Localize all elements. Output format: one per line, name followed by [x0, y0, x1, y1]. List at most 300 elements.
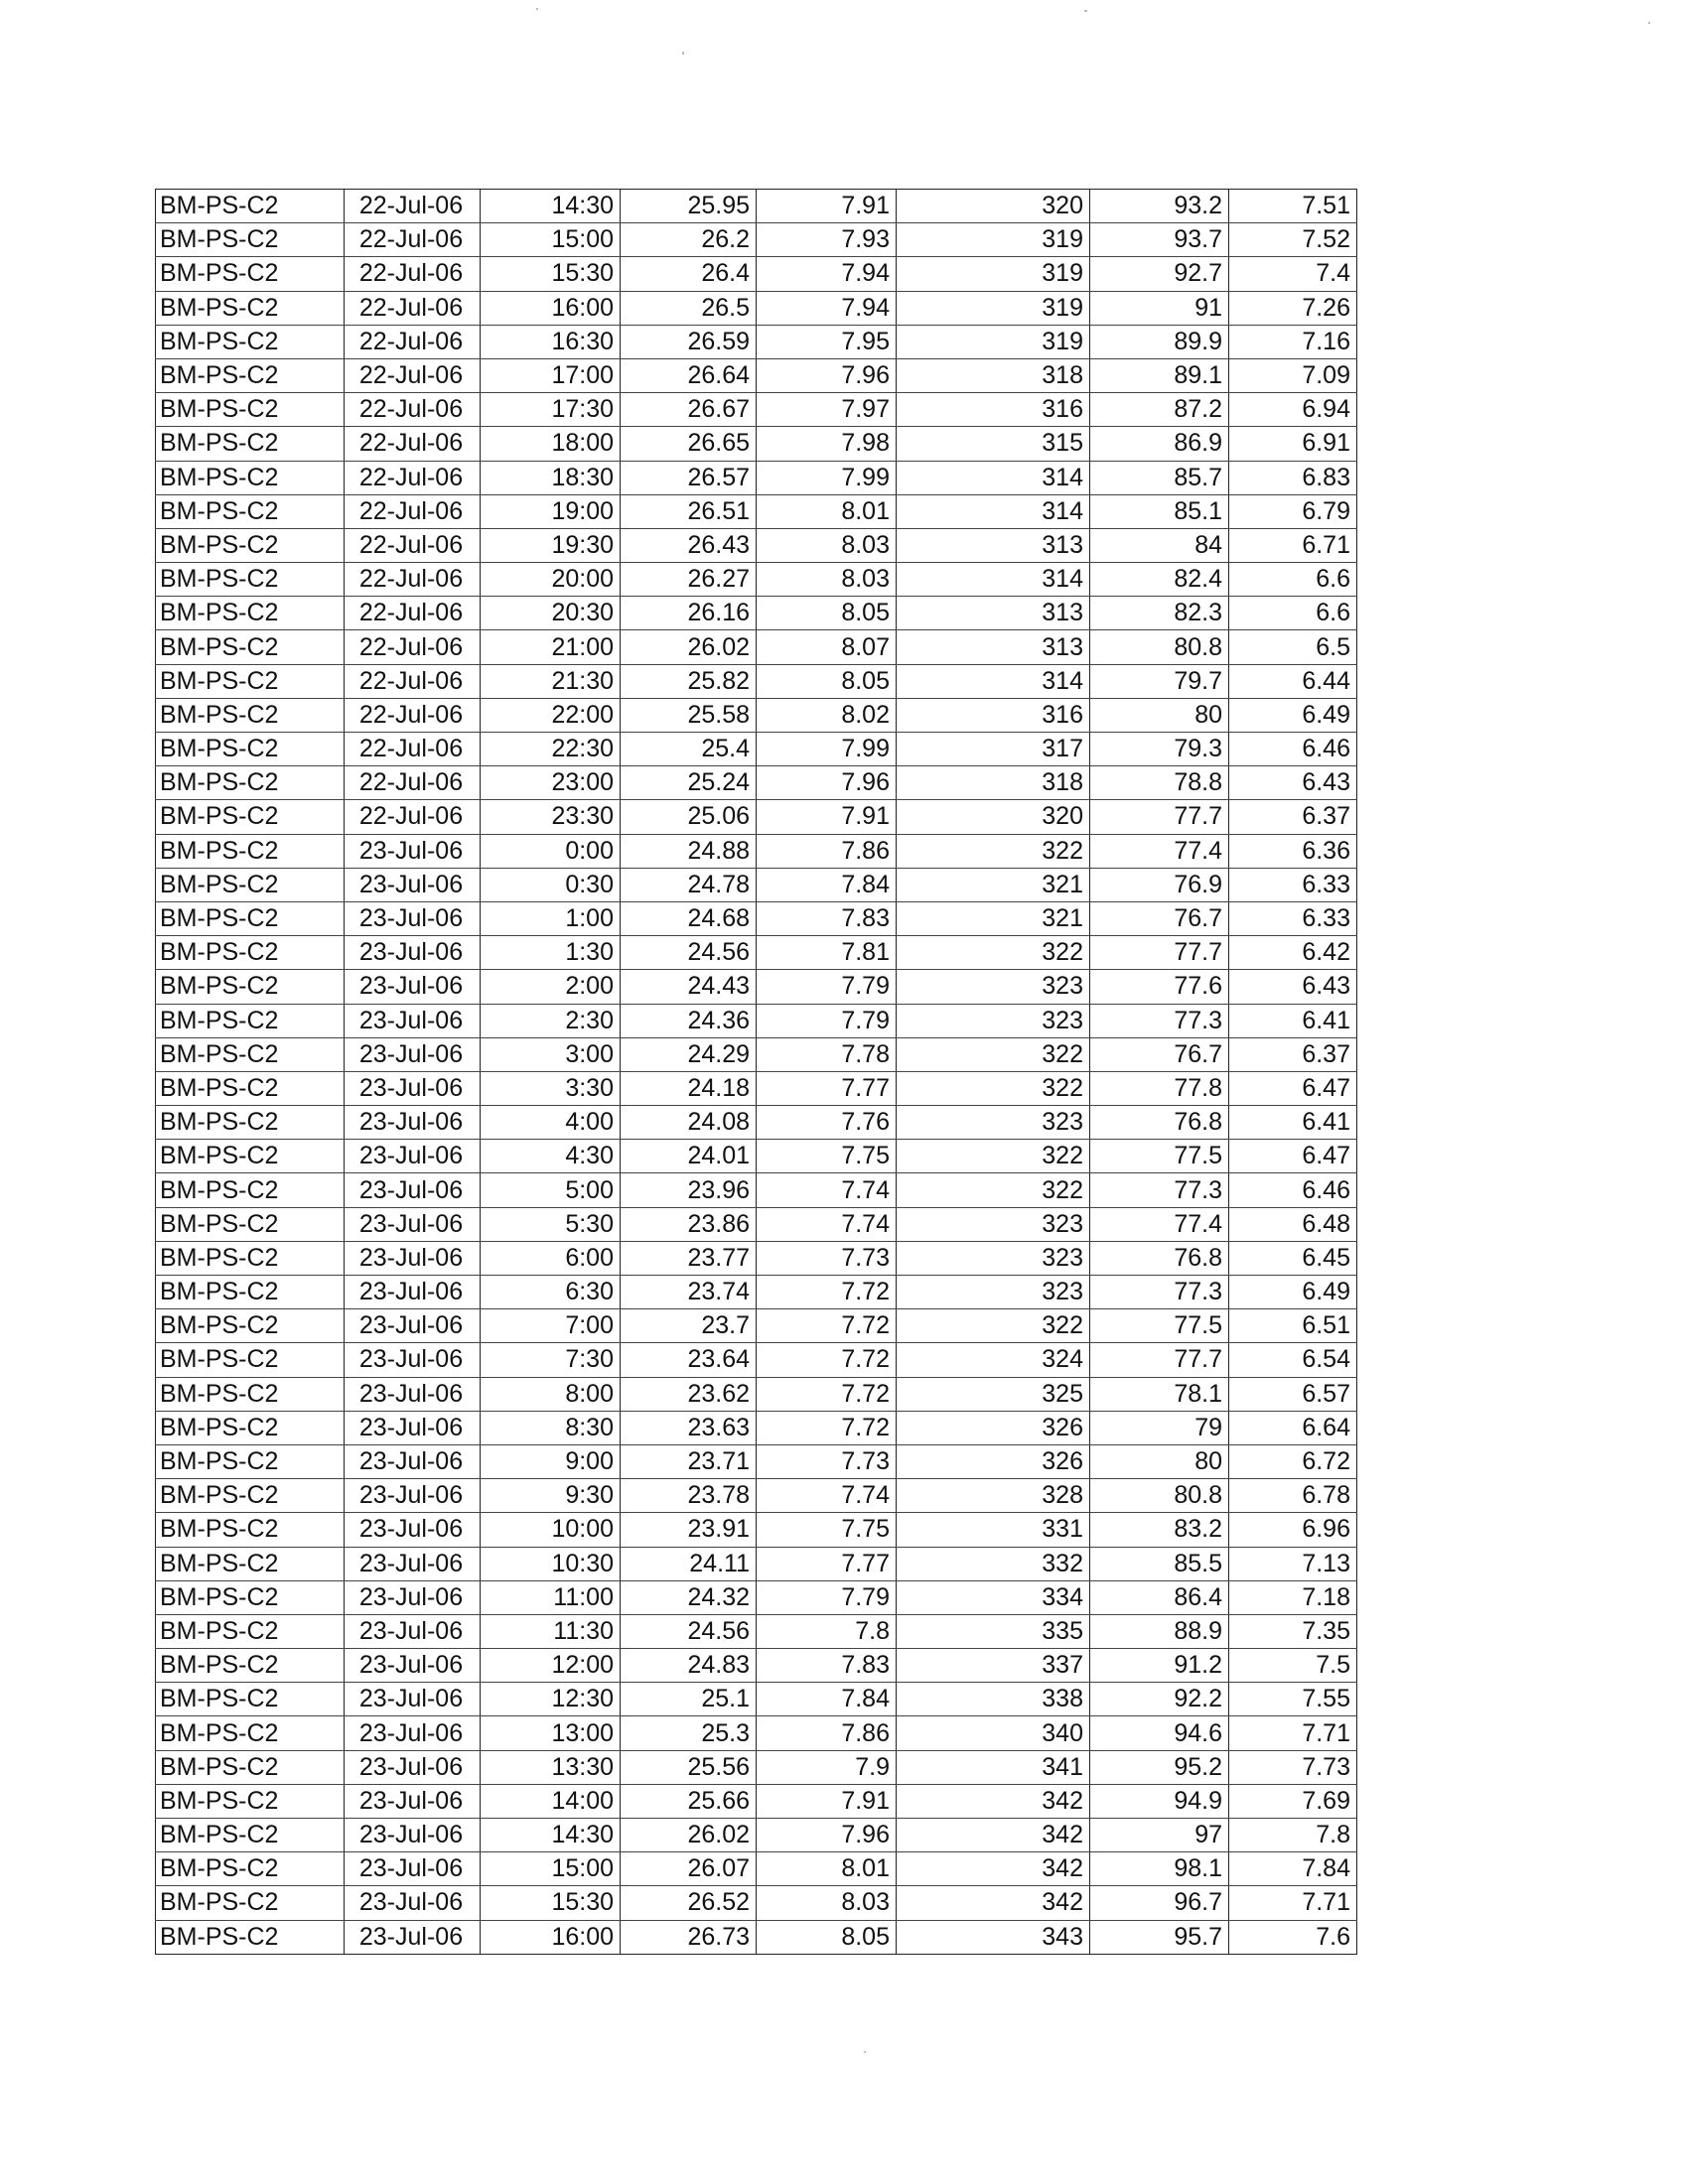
cell-cond: 331 — [897, 1513, 1090, 1547]
cell-cond: 342 — [897, 1819, 1090, 1852]
cell-ph: 7.77 — [757, 1547, 897, 1580]
cell-date: 22-Jul-06 — [345, 664, 481, 698]
cell-cond: 324 — [897, 1343, 1090, 1377]
cell-date: 23-Jul-06 — [345, 1920, 481, 1954]
cell-cond: 326 — [897, 1411, 1090, 1444]
table-row — [156, 1377, 1357, 1411]
cell-cond: 321 — [897, 868, 1090, 901]
cell-site: BM-PS-C2 — [156, 901, 345, 935]
table-row — [156, 901, 1357, 935]
table-row — [156, 1173, 1357, 1207]
cell-date: 23-Jul-06 — [345, 1411, 481, 1444]
cell-date: 23-Jul-06 — [345, 1750, 481, 1784]
cell-time: 3:00 — [481, 1037, 621, 1071]
cell-temp: 23.86 — [621, 1207, 757, 1241]
cell-ph: 7.96 — [757, 358, 897, 392]
cell-ph: 7.91 — [757, 1784, 897, 1818]
cell-temp: 24.36 — [621, 1004, 757, 1037]
cell-ph: 7.72 — [757, 1276, 897, 1309]
cell-temp: 25.06 — [621, 800, 757, 834]
cell-cond: 325 — [897, 1377, 1090, 1411]
table-row — [156, 1106, 1357, 1140]
cell-do-pct: 95.7 — [1090, 1920, 1229, 1954]
table-row — [156, 190, 1357, 223]
cell-date: 22-Jul-06 — [345, 698, 481, 732]
cell-temp: 24.18 — [621, 1071, 757, 1105]
cell-site: BM-PS-C2 — [156, 936, 345, 970]
cell-date: 23-Jul-06 — [345, 1309, 481, 1343]
cell-date: 23-Jul-06 — [345, 1649, 481, 1683]
cell-temp: 26.57 — [621, 461, 757, 494]
cell-site: BM-PS-C2 — [156, 427, 345, 461]
cell-time: 14:30 — [481, 1819, 621, 1852]
cell-temp: 23.7 — [621, 1309, 757, 1343]
cell-do-pct: 97 — [1090, 1819, 1229, 1852]
cell-site: BM-PS-C2 — [156, 358, 345, 392]
cell-temp: 24.29 — [621, 1037, 757, 1071]
cell-site: BM-PS-C2 — [156, 1444, 345, 1478]
cell-temp: 23.77 — [621, 1241, 757, 1275]
table-row — [156, 1207, 1357, 1241]
cell-date: 23-Jul-06 — [345, 834, 481, 868]
cell-temp: 24.43 — [621, 970, 757, 1004]
cell-do-mgl: 6.94 — [1229, 393, 1357, 427]
cell-time: 10:00 — [481, 1513, 621, 1547]
cell-do-mgl: 7.4 — [1229, 257, 1357, 291]
cell-site: BM-PS-C2 — [156, 664, 345, 698]
cell-time: 16:30 — [481, 325, 621, 358]
cell-do-mgl: 6.43 — [1229, 766, 1357, 800]
cell-do-pct: 84 — [1090, 528, 1229, 562]
cell-cond: 322 — [897, 1037, 1090, 1071]
cell-cond: 323 — [897, 1276, 1090, 1309]
cell-do-mgl: 7.69 — [1229, 1784, 1357, 1818]
cell-temp: 23.71 — [621, 1444, 757, 1478]
table-row — [156, 1614, 1357, 1648]
cell-date: 22-Jul-06 — [345, 528, 481, 562]
cell-do-mgl: 6.83 — [1229, 461, 1357, 494]
cell-time: 15:30 — [481, 1886, 621, 1920]
cell-cond: 323 — [897, 970, 1090, 1004]
cell-do-pct: 77.7 — [1090, 800, 1229, 834]
cell-cond: 322 — [897, 1309, 1090, 1343]
cell-site: BM-PS-C2 — [156, 1276, 345, 1309]
cell-temp: 24.08 — [621, 1106, 757, 1140]
cell-do-pct: 77.5 — [1090, 1309, 1229, 1343]
cell-time: 20:00 — [481, 563, 621, 597]
cell-site: BM-PS-C2 — [156, 1411, 345, 1444]
table-row — [156, 664, 1357, 698]
cell-ph: 7.81 — [757, 936, 897, 970]
cell-do-pct: 95.2 — [1090, 1750, 1229, 1784]
cell-time: 21:30 — [481, 664, 621, 698]
cell-do-pct: 98.1 — [1090, 1852, 1229, 1886]
cell-ph: 7.96 — [757, 1819, 897, 1852]
cell-site: BM-PS-C2 — [156, 1173, 345, 1207]
cell-time: 2:30 — [481, 1004, 621, 1037]
cell-do-mgl: 6.6 — [1229, 563, 1357, 597]
cell-date: 23-Jul-06 — [345, 970, 481, 1004]
table-row — [156, 1071, 1357, 1105]
table-row — [156, 698, 1357, 732]
cell-cond: 313 — [897, 528, 1090, 562]
cell-time: 1:30 — [481, 936, 621, 970]
cell-do-mgl: 6.47 — [1229, 1071, 1357, 1105]
cell-do-mgl: 6.45 — [1229, 1241, 1357, 1275]
table-row — [156, 1411, 1357, 1444]
cell-do-mgl: 7.8 — [1229, 1819, 1357, 1852]
cell-site: BM-PS-C2 — [156, 733, 345, 766]
cell-cond: 343 — [897, 1920, 1090, 1954]
cell-time: 19:00 — [481, 494, 621, 528]
cell-ph: 7.99 — [757, 733, 897, 766]
cell-date: 23-Jul-06 — [345, 1037, 481, 1071]
cell-date: 22-Jul-06 — [345, 800, 481, 834]
cell-time: 13:00 — [481, 1716, 621, 1750]
cell-do-mgl: 7.16 — [1229, 325, 1357, 358]
cell-do-pct: 86.4 — [1090, 1580, 1229, 1614]
cell-time: 17:00 — [481, 358, 621, 392]
cell-site: BM-PS-C2 — [156, 325, 345, 358]
cell-cond: 341 — [897, 1750, 1090, 1784]
cell-do-pct: 76.9 — [1090, 868, 1229, 901]
cell-do-mgl: 7.18 — [1229, 1580, 1357, 1614]
cell-do-pct: 88.9 — [1090, 1614, 1229, 1648]
cell-date: 23-Jul-06 — [345, 1683, 481, 1716]
cell-time: 23:00 — [481, 766, 621, 800]
cell-temp: 23.63 — [621, 1411, 757, 1444]
cell-do-mgl: 6.64 — [1229, 1411, 1357, 1444]
cell-date: 23-Jul-06 — [345, 1276, 481, 1309]
table-row — [156, 970, 1357, 1004]
table-row — [156, 1241, 1357, 1275]
cell-cond: 317 — [897, 733, 1090, 766]
cell-site: BM-PS-C2 — [156, 630, 345, 664]
cell-site: BM-PS-C2 — [156, 1037, 345, 1071]
table-row — [156, 223, 1357, 257]
cell-do-mgl: 6.46 — [1229, 733, 1357, 766]
cell-temp: 23.96 — [621, 1173, 757, 1207]
table-row — [156, 1276, 1357, 1309]
cell-date: 23-Jul-06 — [345, 901, 481, 935]
cell-do-mgl: 6.41 — [1229, 1106, 1357, 1140]
cell-ph: 7.98 — [757, 427, 897, 461]
cell-do-pct: 79.7 — [1090, 664, 1229, 698]
cell-do-pct: 78.8 — [1090, 766, 1229, 800]
cell-cond: 332 — [897, 1547, 1090, 1580]
cell-ph: 7.73 — [757, 1241, 897, 1275]
cell-ph: 8.03 — [757, 1886, 897, 1920]
cell-temp: 25.24 — [621, 766, 757, 800]
cell-temp: 26.4 — [621, 257, 757, 291]
cell-cond: 314 — [897, 664, 1090, 698]
cell-ph: 7.99 — [757, 461, 897, 494]
cell-cond: 318 — [897, 358, 1090, 392]
cell-cond: 313 — [897, 597, 1090, 630]
cell-temp: 24.68 — [621, 901, 757, 935]
cell-site: BM-PS-C2 — [156, 1071, 345, 1105]
cell-time: 8:00 — [481, 1377, 621, 1411]
cell-do-mgl: 7.6 — [1229, 1920, 1357, 1954]
cell-cond: 335 — [897, 1614, 1090, 1648]
cell-site: BM-PS-C2 — [156, 1852, 345, 1886]
cell-date: 22-Jul-06 — [345, 291, 481, 325]
table-row — [156, 766, 1357, 800]
cell-time: 21:00 — [481, 630, 621, 664]
cell-site: BM-PS-C2 — [156, 1886, 345, 1920]
table-row — [156, 936, 1357, 970]
cell-time: 2:00 — [481, 970, 621, 1004]
cell-temp: 24.56 — [621, 936, 757, 970]
cell-ph: 7.74 — [757, 1479, 897, 1513]
cell-date: 22-Jul-06 — [345, 393, 481, 427]
cell-ph: 7.91 — [757, 190, 897, 223]
table-row — [156, 1852, 1357, 1886]
cell-time: 6:00 — [481, 1241, 621, 1275]
table-row — [156, 733, 1357, 766]
cell-cond: 322 — [897, 834, 1090, 868]
cell-ph: 7.93 — [757, 223, 897, 257]
cell-time: 12:00 — [481, 1649, 621, 1683]
cell-ph: 7.77 — [757, 1071, 897, 1105]
cell-date: 23-Jul-06 — [345, 936, 481, 970]
table-row — [156, 1140, 1357, 1173]
data-sheet — [155, 189, 1356, 1955]
cell-temp: 26.59 — [621, 325, 757, 358]
cell-do-mgl: 6.5 — [1229, 630, 1357, 664]
cell-cond: 319 — [897, 223, 1090, 257]
cell-do-mgl: 6.71 — [1229, 528, 1357, 562]
scan-speck — [864, 2051, 866, 2053]
cell-do-mgl: 6.41 — [1229, 1004, 1357, 1037]
table-row — [156, 291, 1357, 325]
cell-cond: 337 — [897, 1649, 1090, 1683]
cell-date: 23-Jul-06 — [345, 1580, 481, 1614]
cell-temp: 26.52 — [621, 1886, 757, 1920]
cell-date: 23-Jul-06 — [345, 1140, 481, 1173]
cell-do-pct: 77.5 — [1090, 1140, 1229, 1173]
cell-cond: 338 — [897, 1683, 1090, 1716]
cell-do-pct: 77.7 — [1090, 936, 1229, 970]
cell-time: 16:00 — [481, 291, 621, 325]
cell-site: BM-PS-C2 — [156, 1207, 345, 1241]
cell-time: 18:30 — [481, 461, 621, 494]
cell-ph: 7.79 — [757, 1580, 897, 1614]
cell-cond: 323 — [897, 1241, 1090, 1275]
cell-date: 22-Jul-06 — [345, 190, 481, 223]
table-row — [156, 1580, 1357, 1614]
cell-time: 12:30 — [481, 1683, 621, 1716]
cell-site: BM-PS-C2 — [156, 461, 345, 494]
cell-do-pct: 91 — [1090, 291, 1229, 325]
cell-do-pct: 82.3 — [1090, 597, 1229, 630]
cell-ph: 7.74 — [757, 1173, 897, 1207]
cell-site: BM-PS-C2 — [156, 800, 345, 834]
cell-ph: 7.8 — [757, 1614, 897, 1648]
cell-temp: 23.91 — [621, 1513, 757, 1547]
cell-time: 15:00 — [481, 1852, 621, 1886]
cell-do-mgl: 6.46 — [1229, 1173, 1357, 1207]
cell-date: 23-Jul-06 — [345, 1004, 481, 1037]
cell-cond: 315 — [897, 427, 1090, 461]
cell-cond: 314 — [897, 494, 1090, 528]
cell-ph: 7.76 — [757, 1106, 897, 1140]
cell-do-mgl: 6.33 — [1229, 868, 1357, 901]
cell-ph: 7.95 — [757, 325, 897, 358]
cell-ph: 8.01 — [757, 494, 897, 528]
cell-do-mgl: 7.35 — [1229, 1614, 1357, 1648]
table-row — [156, 393, 1357, 427]
cell-do-pct: 85.1 — [1090, 494, 1229, 528]
cell-do-pct: 76.7 — [1090, 1037, 1229, 1071]
cell-ph: 7.72 — [757, 1343, 897, 1377]
cell-temp: 23.78 — [621, 1479, 757, 1513]
cell-date: 23-Jul-06 — [345, 868, 481, 901]
table-row — [156, 528, 1357, 562]
cell-date: 22-Jul-06 — [345, 494, 481, 528]
cell-time: 15:30 — [481, 257, 621, 291]
cell-site: BM-PS-C2 — [156, 563, 345, 597]
cell-site: BM-PS-C2 — [156, 1377, 345, 1411]
cell-ph: 7.78 — [757, 1037, 897, 1071]
cell-do-pct: 92.7 — [1090, 257, 1229, 291]
table-row — [156, 358, 1357, 392]
cell-date: 23-Jul-06 — [345, 1547, 481, 1580]
cell-do-pct: 87.2 — [1090, 393, 1229, 427]
cell-do-pct: 78.1 — [1090, 1377, 1229, 1411]
cell-temp: 24.01 — [621, 1140, 757, 1173]
cell-site: BM-PS-C2 — [156, 868, 345, 901]
table-row — [156, 1920, 1357, 1954]
cell-time: 16:00 — [481, 1920, 621, 1954]
cell-time: 0:30 — [481, 868, 621, 901]
cell-date: 23-Jul-06 — [345, 1071, 481, 1105]
cell-site: BM-PS-C2 — [156, 766, 345, 800]
table-row — [156, 325, 1357, 358]
cell-cond: 323 — [897, 1004, 1090, 1037]
cell-time: 18:00 — [481, 427, 621, 461]
cell-date: 22-Jul-06 — [345, 630, 481, 664]
cell-time: 15:00 — [481, 223, 621, 257]
scan-speck — [536, 8, 538, 10]
cell-temp: 26.02 — [621, 630, 757, 664]
cell-do-pct: 92.2 — [1090, 1683, 1229, 1716]
cell-ph: 8.03 — [757, 528, 897, 562]
table-row — [156, 1886, 1357, 1920]
cell-do-mgl: 7.73 — [1229, 1750, 1357, 1784]
cell-time: 6:30 — [481, 1276, 621, 1309]
cell-do-mgl: 7.71 — [1229, 1716, 1357, 1750]
cell-ph: 7.83 — [757, 1649, 897, 1683]
cell-date: 22-Jul-06 — [345, 733, 481, 766]
cell-do-pct: 93.2 — [1090, 190, 1229, 223]
table-row — [156, 1750, 1357, 1784]
cell-do-mgl: 6.79 — [1229, 494, 1357, 528]
cell-ph: 7.72 — [757, 1309, 897, 1343]
cell-ph: 7.94 — [757, 257, 897, 291]
cell-date: 23-Jul-06 — [345, 1513, 481, 1547]
cell-do-mgl: 6.6 — [1229, 597, 1357, 630]
cell-ph: 8.05 — [757, 1920, 897, 1954]
cell-do-mgl: 7.09 — [1229, 358, 1357, 392]
table-row — [156, 1716, 1357, 1750]
cell-time: 10:30 — [481, 1547, 621, 1580]
cell-do-mgl: 7.26 — [1229, 291, 1357, 325]
cell-site: BM-PS-C2 — [156, 223, 345, 257]
table-row — [156, 1513, 1357, 1547]
cell-cond: 328 — [897, 1479, 1090, 1513]
cell-ph: 8.07 — [757, 630, 897, 664]
cell-temp: 24.11 — [621, 1547, 757, 1580]
cell-time: 14:30 — [481, 190, 621, 223]
cell-cond: 326 — [897, 1444, 1090, 1478]
cell-do-mgl: 6.42 — [1229, 936, 1357, 970]
cell-temp: 25.1 — [621, 1683, 757, 1716]
cell-do-mgl: 7.71 — [1229, 1886, 1357, 1920]
cell-time: 1:00 — [481, 901, 621, 935]
cell-do-pct: 76.8 — [1090, 1106, 1229, 1140]
cell-date: 22-Jul-06 — [345, 597, 481, 630]
cell-do-mgl: 7.13 — [1229, 1547, 1357, 1580]
cell-do-mgl: 7.51 — [1229, 190, 1357, 223]
cell-do-pct: 77.6 — [1090, 970, 1229, 1004]
cell-site: BM-PS-C2 — [156, 1580, 345, 1614]
cell-site: BM-PS-C2 — [156, 834, 345, 868]
cell-site: BM-PS-C2 — [156, 1716, 345, 1750]
cell-ph: 7.75 — [757, 1513, 897, 1547]
cell-do-mgl: 6.43 — [1229, 970, 1357, 1004]
cell-ph: 7.75 — [757, 1140, 897, 1173]
cell-temp: 26.64 — [621, 358, 757, 392]
cell-site: BM-PS-C2 — [156, 970, 345, 1004]
cell-site: BM-PS-C2 — [156, 1343, 345, 1377]
cell-do-pct: 89.9 — [1090, 325, 1229, 358]
cell-site: BM-PS-C2 — [156, 1750, 345, 1784]
table-row — [156, 1037, 1357, 1071]
table-row — [156, 1649, 1357, 1683]
cell-time: 19:30 — [481, 528, 621, 562]
cell-time: 4:30 — [481, 1140, 621, 1173]
cell-do-pct: 82.4 — [1090, 563, 1229, 597]
cell-do-mgl: 6.72 — [1229, 1444, 1357, 1478]
cell-temp: 26.65 — [621, 427, 757, 461]
cell-temp: 26.16 — [621, 597, 757, 630]
cell-cond: 313 — [897, 630, 1090, 664]
cell-cond: 342 — [897, 1852, 1090, 1886]
cell-do-pct: 93.7 — [1090, 223, 1229, 257]
cell-time: 23:30 — [481, 800, 621, 834]
cell-time: 8:30 — [481, 1411, 621, 1444]
cell-temp: 23.64 — [621, 1343, 757, 1377]
cell-cond: 334 — [897, 1580, 1090, 1614]
table-row — [156, 1004, 1357, 1037]
cell-do-pct: 77.4 — [1090, 1207, 1229, 1241]
cell-do-pct: 77.4 — [1090, 834, 1229, 868]
cell-do-pct: 85.5 — [1090, 1547, 1229, 1580]
cell-ph: 7.84 — [757, 1683, 897, 1716]
cell-temp: 26.73 — [621, 1920, 757, 1954]
cell-site: BM-PS-C2 — [156, 1106, 345, 1140]
cell-do-mgl: 6.47 — [1229, 1140, 1357, 1173]
cell-do-pct: 94.6 — [1090, 1716, 1229, 1750]
cell-date: 22-Jul-06 — [345, 223, 481, 257]
cell-ph: 8.01 — [757, 1852, 897, 1886]
cell-temp: 25.3 — [621, 1716, 757, 1750]
cell-do-pct: 77.3 — [1090, 1173, 1229, 1207]
cell-do-pct: 77.8 — [1090, 1071, 1229, 1105]
cell-do-mgl: 6.91 — [1229, 427, 1357, 461]
table-row — [156, 1819, 1357, 1852]
